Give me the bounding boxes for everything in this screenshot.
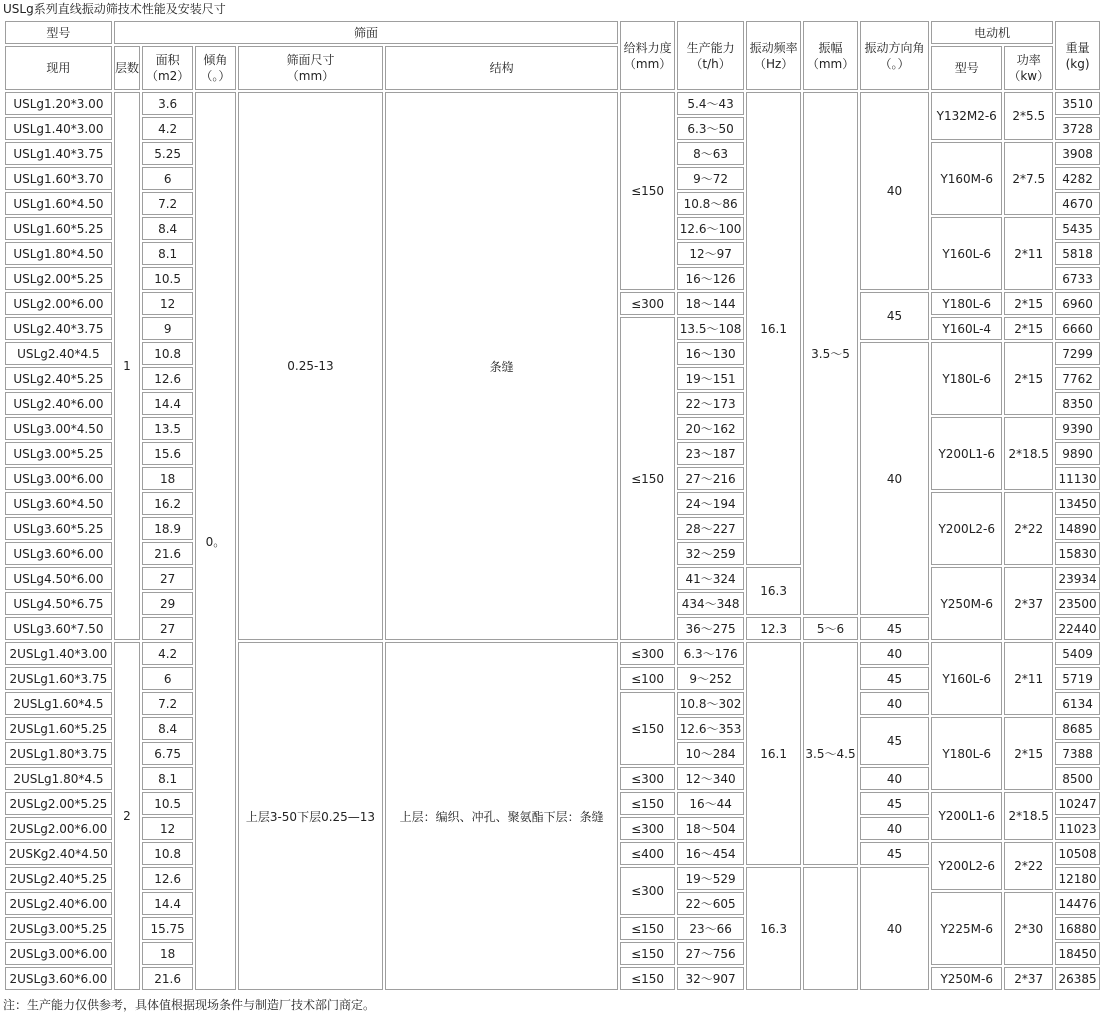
motor-model-cell: Y200L1-6 bbox=[931, 417, 1002, 490]
weight-cell: 11130 bbox=[1055, 467, 1100, 490]
power-cell: 2*15 bbox=[1004, 717, 1053, 790]
area-cell: 10.5 bbox=[142, 792, 193, 815]
weight-cell: 3510 bbox=[1055, 92, 1100, 115]
capacity-cell: 9～252 bbox=[677, 667, 744, 690]
area-cell: 4.2 bbox=[142, 117, 193, 140]
model-cell: USLg2.40*5.25 bbox=[5, 367, 112, 390]
weight-cell: 23934 bbox=[1055, 567, 1100, 590]
header-direction-angle: 振动方向角 （。） bbox=[860, 21, 929, 90]
area-cell: 21.6 bbox=[142, 967, 193, 990]
area-cell: 27 bbox=[142, 617, 193, 640]
area-cell: 12 bbox=[142, 817, 193, 840]
structure-cell: 上层：编织、冲孔、聚氨酯下层：条缝 bbox=[385, 642, 618, 990]
capacity-cell: 10.8～86 bbox=[677, 192, 744, 215]
model-cell: USLg2.40*6.00 bbox=[5, 392, 112, 415]
feed-cell: ≤150 bbox=[620, 967, 675, 990]
weight-cell: 15830 bbox=[1055, 542, 1100, 565]
direction-cell: 40 bbox=[860, 342, 929, 615]
capacity-cell: 16～126 bbox=[677, 267, 744, 290]
frequency-cell: 16.1 bbox=[746, 642, 801, 865]
power-cell: 2*5.5 bbox=[1004, 92, 1053, 140]
model-cell: 2USLg1.60*4.5 bbox=[5, 692, 112, 715]
header-layers: 层数 bbox=[114, 46, 140, 90]
weight-cell: 18450 bbox=[1055, 942, 1100, 965]
direction-cell: 40 bbox=[860, 692, 929, 715]
feed-cell: ≤400 bbox=[620, 842, 675, 865]
capacity-cell: 18～144 bbox=[677, 292, 744, 315]
capacity-cell: 36～275 bbox=[677, 617, 744, 640]
area-cell: 14.4 bbox=[142, 892, 193, 915]
weight-cell: 22440 bbox=[1055, 617, 1100, 640]
model-cell: USLg3.00*6.00 bbox=[5, 467, 112, 490]
area-cell: 10.5 bbox=[142, 267, 193, 290]
model-cell: 2USLg1.60*3.75 bbox=[5, 667, 112, 690]
angle-cell: 0。 bbox=[195, 92, 236, 990]
area-cell: 5.25 bbox=[142, 142, 193, 165]
feed-cell: ≤150 bbox=[620, 92, 675, 290]
capacity-cell: 32～259 bbox=[677, 542, 744, 565]
amplitude-cell bbox=[803, 867, 858, 990]
layers-cell: 2 bbox=[114, 642, 140, 990]
power-cell: 2*11 bbox=[1004, 642, 1053, 715]
model-cell: USLg3.00*4.50 bbox=[5, 417, 112, 440]
weight-cell: 8350 bbox=[1055, 392, 1100, 415]
weight-cell: 14890 bbox=[1055, 517, 1100, 540]
capacity-cell: 8～63 bbox=[677, 142, 744, 165]
capacity-cell: 16～44 bbox=[677, 792, 744, 815]
feed-cell: ≤150 bbox=[620, 942, 675, 965]
weight-cell: 6134 bbox=[1055, 692, 1100, 715]
weight-cell: 10247 bbox=[1055, 792, 1100, 815]
capacity-cell: 13.5～108 bbox=[677, 317, 744, 340]
motor-model-cell: Y180L-6 bbox=[931, 292, 1002, 315]
table-row bbox=[5, 92, 1100, 115]
capacity-cell: 23～187 bbox=[677, 442, 744, 465]
direction-cell: 45 bbox=[860, 617, 929, 640]
weight-cell: 13450 bbox=[1055, 492, 1100, 515]
area-cell: 7.2 bbox=[142, 192, 193, 215]
area-cell: 8.1 bbox=[142, 767, 193, 790]
capacity-cell: 16～130 bbox=[677, 342, 744, 365]
capacity-cell: 9～72 bbox=[677, 167, 744, 190]
frequency-cell: 16.3 bbox=[746, 867, 801, 990]
area-cell: 3.6 bbox=[142, 92, 193, 115]
weight-cell: 6660 bbox=[1055, 317, 1100, 340]
feed-cell: ≤150 bbox=[620, 917, 675, 940]
weight-cell: 8500 bbox=[1055, 767, 1100, 790]
header-feed-size: 给料力度 （mm） bbox=[620, 21, 675, 90]
power-cell: 2*11 bbox=[1004, 217, 1053, 290]
motor-model-cell: Y160L-4 bbox=[931, 317, 1002, 340]
table-row bbox=[5, 642, 1100, 665]
capacity-cell: 28～227 bbox=[677, 517, 744, 540]
header-screen-surface: 筛面 bbox=[114, 21, 618, 44]
area-cell: 12.6 bbox=[142, 367, 193, 390]
feed-cell: ≤300 bbox=[620, 867, 675, 915]
direction-cell: 40 bbox=[860, 767, 929, 790]
model-cell: USLg3.60*7.50 bbox=[5, 617, 112, 640]
area-cell: 8.4 bbox=[142, 717, 193, 740]
spec-table bbox=[3, 19, 1102, 992]
area-cell: 6 bbox=[142, 167, 193, 190]
model-cell: 2USLg2.40*6.00 bbox=[5, 892, 112, 915]
model-cell: USLg4.50*6.00 bbox=[5, 567, 112, 590]
model-cell: 2USLg1.80*3.75 bbox=[5, 742, 112, 765]
area-cell: 13.5 bbox=[142, 417, 193, 440]
structure-cell: 条缝 bbox=[385, 92, 618, 640]
frequency-cell: 16.1 bbox=[746, 92, 801, 565]
capacity-cell: 6.3～176 bbox=[677, 642, 744, 665]
direction-cell: 45 bbox=[860, 792, 929, 815]
weight-cell: 9390 bbox=[1055, 417, 1100, 440]
area-cell: 21.6 bbox=[142, 542, 193, 565]
weight-cell: 16880 bbox=[1055, 917, 1100, 940]
area-cell: 18 bbox=[142, 942, 193, 965]
direction-cell: 45 bbox=[860, 842, 929, 865]
model-cell: USLg2.00*6.00 bbox=[5, 292, 112, 315]
power-cell: 2*37 bbox=[1004, 967, 1053, 990]
weight-cell: 7299 bbox=[1055, 342, 1100, 365]
motor-model-cell: Y225M-6 bbox=[931, 892, 1002, 965]
capacity-cell: 22～605 bbox=[677, 892, 744, 915]
capacity-cell: 19～151 bbox=[677, 367, 744, 390]
header-capacity: 生产能力 （t/h） bbox=[677, 21, 744, 90]
capacity-cell: 23～66 bbox=[677, 917, 744, 940]
weight-cell: 3908 bbox=[1055, 142, 1100, 165]
area-cell: 27 bbox=[142, 567, 193, 590]
direction-cell: 45 bbox=[860, 292, 929, 340]
direction-cell: 40 bbox=[860, 867, 929, 990]
area-cell: 6.75 bbox=[142, 742, 193, 765]
area-cell: 8.1 bbox=[142, 242, 193, 265]
power-cell: 2*15 bbox=[1004, 342, 1053, 415]
capacity-cell: 434～348 bbox=[677, 592, 744, 615]
area-cell: 10.8 bbox=[142, 842, 193, 865]
area-cell: 4.2 bbox=[142, 642, 193, 665]
header-angle: 倾角 （。） bbox=[195, 46, 236, 90]
model-cell: 2USLg3.00*6.00 bbox=[5, 942, 112, 965]
weight-cell: 5818 bbox=[1055, 242, 1100, 265]
motor-model-cell: Y132M2-6 bbox=[931, 92, 1002, 140]
header-motor: 电动机 bbox=[931, 21, 1053, 44]
power-cell: 2*15 bbox=[1004, 317, 1053, 340]
model-cell: USLg1.60*5.25 bbox=[5, 217, 112, 240]
capacity-cell: 20～162 bbox=[677, 417, 744, 440]
weight-cell: 4282 bbox=[1055, 167, 1100, 190]
frequency-cell: 12.3 bbox=[746, 617, 801, 640]
weight-cell: 4670 bbox=[1055, 192, 1100, 215]
weight-cell: 14476 bbox=[1055, 892, 1100, 915]
area-cell: 16.2 bbox=[142, 492, 193, 515]
feed-cell: ≤300 bbox=[620, 817, 675, 840]
feed-cell: ≤150 bbox=[620, 317, 675, 640]
capacity-cell: 12.6～353 bbox=[677, 717, 744, 740]
capacity-cell: 10.8～302 bbox=[677, 692, 744, 715]
feed-cell: ≤150 bbox=[620, 692, 675, 765]
header-power: 功率 （kw） bbox=[1004, 46, 1053, 90]
header-motor-model: 型号 bbox=[931, 46, 1002, 90]
model-cell: 2USLg1.80*4.5 bbox=[5, 767, 112, 790]
model-cell: USLg3.60*4.50 bbox=[5, 492, 112, 515]
model-cell: USLg3.60*5.25 bbox=[5, 517, 112, 540]
power-cell: 2*18.5 bbox=[1004, 792, 1053, 840]
area-cell: 18 bbox=[142, 467, 193, 490]
weight-cell: 8685 bbox=[1055, 717, 1100, 740]
capacity-cell: 5.4～43 bbox=[677, 92, 744, 115]
weight-cell: 26385 bbox=[1055, 967, 1100, 990]
power-cell: 2*22 bbox=[1004, 492, 1053, 565]
capacity-cell: 27～756 bbox=[677, 942, 744, 965]
model-cell: USLg2.40*3.75 bbox=[5, 317, 112, 340]
motor-model-cell: Y250M-6 bbox=[931, 967, 1002, 990]
weight-cell: 9890 bbox=[1055, 442, 1100, 465]
area-cell: 8.4 bbox=[142, 217, 193, 240]
model-cell: 2USLg2.40*5.25 bbox=[5, 867, 112, 890]
capacity-cell: 12～97 bbox=[677, 242, 744, 265]
feed-cell: ≤300 bbox=[620, 292, 675, 315]
power-cell: 2*22 bbox=[1004, 842, 1053, 890]
capacity-cell: 10～284 bbox=[677, 742, 744, 765]
model-cell: 2USLg1.40*3.00 bbox=[5, 642, 112, 665]
capacity-cell: 19～529 bbox=[677, 867, 744, 890]
area-cell: 7.2 bbox=[142, 692, 193, 715]
model-cell: USLg2.00*5.25 bbox=[5, 267, 112, 290]
header-structure: 结构 bbox=[385, 46, 618, 90]
model-cell: 2USLg2.00*5.25 bbox=[5, 792, 112, 815]
area-cell: 14.4 bbox=[142, 392, 193, 415]
motor-model-cell: Y250M-6 bbox=[931, 567, 1002, 640]
header-current: 现用 bbox=[5, 46, 112, 90]
amplitude-cell: 3.5～5 bbox=[803, 92, 858, 615]
motor-model-cell: Y160L-6 bbox=[931, 642, 1002, 715]
footnote: 注：生产能力仅供参考，具体值根据现场条件与制造厂技术部门商定。 bbox=[3, 998, 376, 1012]
area-cell: 12.6 bbox=[142, 867, 193, 890]
motor-model-cell: Y180L-6 bbox=[931, 717, 1002, 790]
direction-cell: 40 bbox=[860, 817, 929, 840]
model-cell: USLg1.40*3.75 bbox=[5, 142, 112, 165]
power-cell: 2*7.5 bbox=[1004, 142, 1053, 215]
mesh-cell: 0.25-13 bbox=[238, 92, 383, 640]
direction-cell: 45 bbox=[860, 667, 929, 690]
model-cell: USLg1.40*3.00 bbox=[5, 117, 112, 140]
area-cell: 29 bbox=[142, 592, 193, 615]
amplitude-cell: 3.5～4.5 bbox=[803, 642, 858, 865]
table-title: USLg系列直线振动筛技术性能及安装尺寸 bbox=[3, 2, 226, 16]
model-cell: 2USLg3.00*5.25 bbox=[5, 917, 112, 940]
direction-cell: 40 bbox=[860, 92, 929, 290]
header-area: 面积 （m2） bbox=[142, 46, 193, 90]
weight-cell: 6733 bbox=[1055, 267, 1100, 290]
layers-cell: 1 bbox=[114, 92, 140, 640]
weight-cell: 6960 bbox=[1055, 292, 1100, 315]
header-amplitude: 振幅 （mm） bbox=[803, 21, 858, 90]
area-cell: 15.6 bbox=[142, 442, 193, 465]
feed-cell: ≤150 bbox=[620, 792, 675, 815]
weight-cell: 7388 bbox=[1055, 742, 1100, 765]
capacity-cell: 12.6～100 bbox=[677, 217, 744, 240]
capacity-cell: 41～324 bbox=[677, 567, 744, 590]
header-frequency: 振动频率 （Hz） bbox=[746, 21, 801, 90]
feed-cell: ≤100 bbox=[620, 667, 675, 690]
weight-cell: 5409 bbox=[1055, 642, 1100, 665]
capacity-cell: 27～216 bbox=[677, 467, 744, 490]
power-cell: 2*15 bbox=[1004, 292, 1053, 315]
area-cell: 18.9 bbox=[142, 517, 193, 540]
model-cell: USLg2.40*4.5 bbox=[5, 342, 112, 365]
area-cell: 6 bbox=[142, 667, 193, 690]
motor-model-cell: Y160M-6 bbox=[931, 142, 1002, 215]
weight-cell: 10508 bbox=[1055, 842, 1100, 865]
model-cell: 2USKg2.40*4.50 bbox=[5, 842, 112, 865]
area-cell: 12 bbox=[142, 292, 193, 315]
capacity-cell: 16～454 bbox=[677, 842, 744, 865]
model-cell: USLg3.60*6.00 bbox=[5, 542, 112, 565]
model-cell: 2USLg1.60*5.25 bbox=[5, 717, 112, 740]
motor-model-cell: Y180L-6 bbox=[931, 342, 1002, 415]
power-cell: 2*18.5 bbox=[1004, 417, 1053, 490]
weight-cell: 11023 bbox=[1055, 817, 1100, 840]
capacity-cell: 24～194 bbox=[677, 492, 744, 515]
direction-cell: 40 bbox=[860, 642, 929, 665]
direction-cell: 45 bbox=[860, 717, 929, 765]
area-cell: 15.75 bbox=[142, 917, 193, 940]
header-model: 型号 bbox=[5, 21, 112, 44]
weight-cell: 23500 bbox=[1055, 592, 1100, 615]
model-cell: USLg1.20*3.00 bbox=[5, 92, 112, 115]
header-weight: 重量 (kg) bbox=[1055, 21, 1100, 90]
model-cell: USLg1.60*4.50 bbox=[5, 192, 112, 215]
model-cell: USLg1.80*4.50 bbox=[5, 242, 112, 265]
weight-cell: 5719 bbox=[1055, 667, 1100, 690]
weight-cell: 12180 bbox=[1055, 867, 1100, 890]
area-cell: 9 bbox=[142, 317, 193, 340]
motor-model-cell: Y160L-6 bbox=[931, 217, 1002, 290]
motor-model-cell: Y200L2-6 bbox=[931, 492, 1002, 565]
capacity-cell: 22～173 bbox=[677, 392, 744, 415]
mesh-cell: 上层3-50下层0.25—13 bbox=[238, 642, 383, 990]
frequency-cell: 16.3 bbox=[746, 567, 801, 615]
amplitude-cell: 5～6 bbox=[803, 617, 858, 640]
capacity-cell: 18～504 bbox=[677, 817, 744, 840]
model-cell: 2USLg2.00*6.00 bbox=[5, 817, 112, 840]
feed-cell: ≤300 bbox=[620, 767, 675, 790]
header-mesh-size: 筛面尺寸 （mm） bbox=[238, 46, 383, 90]
capacity-cell: 32～907 bbox=[677, 967, 744, 990]
model-cell: USLg4.50*6.75 bbox=[5, 592, 112, 615]
power-cell: 2*37 bbox=[1004, 567, 1053, 640]
weight-cell: 5435 bbox=[1055, 217, 1100, 240]
capacity-cell: 6.3～50 bbox=[677, 117, 744, 140]
area-cell: 10.8 bbox=[142, 342, 193, 365]
motor-model-cell: Y200L1-6 bbox=[931, 792, 1002, 840]
motor-model-cell: Y200L2-6 bbox=[931, 842, 1002, 890]
weight-cell: 7762 bbox=[1055, 367, 1100, 390]
capacity-cell: 12～340 bbox=[677, 767, 744, 790]
feed-cell: ≤300 bbox=[620, 642, 675, 665]
weight-cell: 3728 bbox=[1055, 117, 1100, 140]
model-cell: USLg1.60*3.70 bbox=[5, 167, 112, 190]
power-cell: 2*30 bbox=[1004, 892, 1053, 965]
model-cell: USLg3.00*5.25 bbox=[5, 442, 112, 465]
model-cell: 2USLg3.60*6.00 bbox=[5, 967, 112, 990]
